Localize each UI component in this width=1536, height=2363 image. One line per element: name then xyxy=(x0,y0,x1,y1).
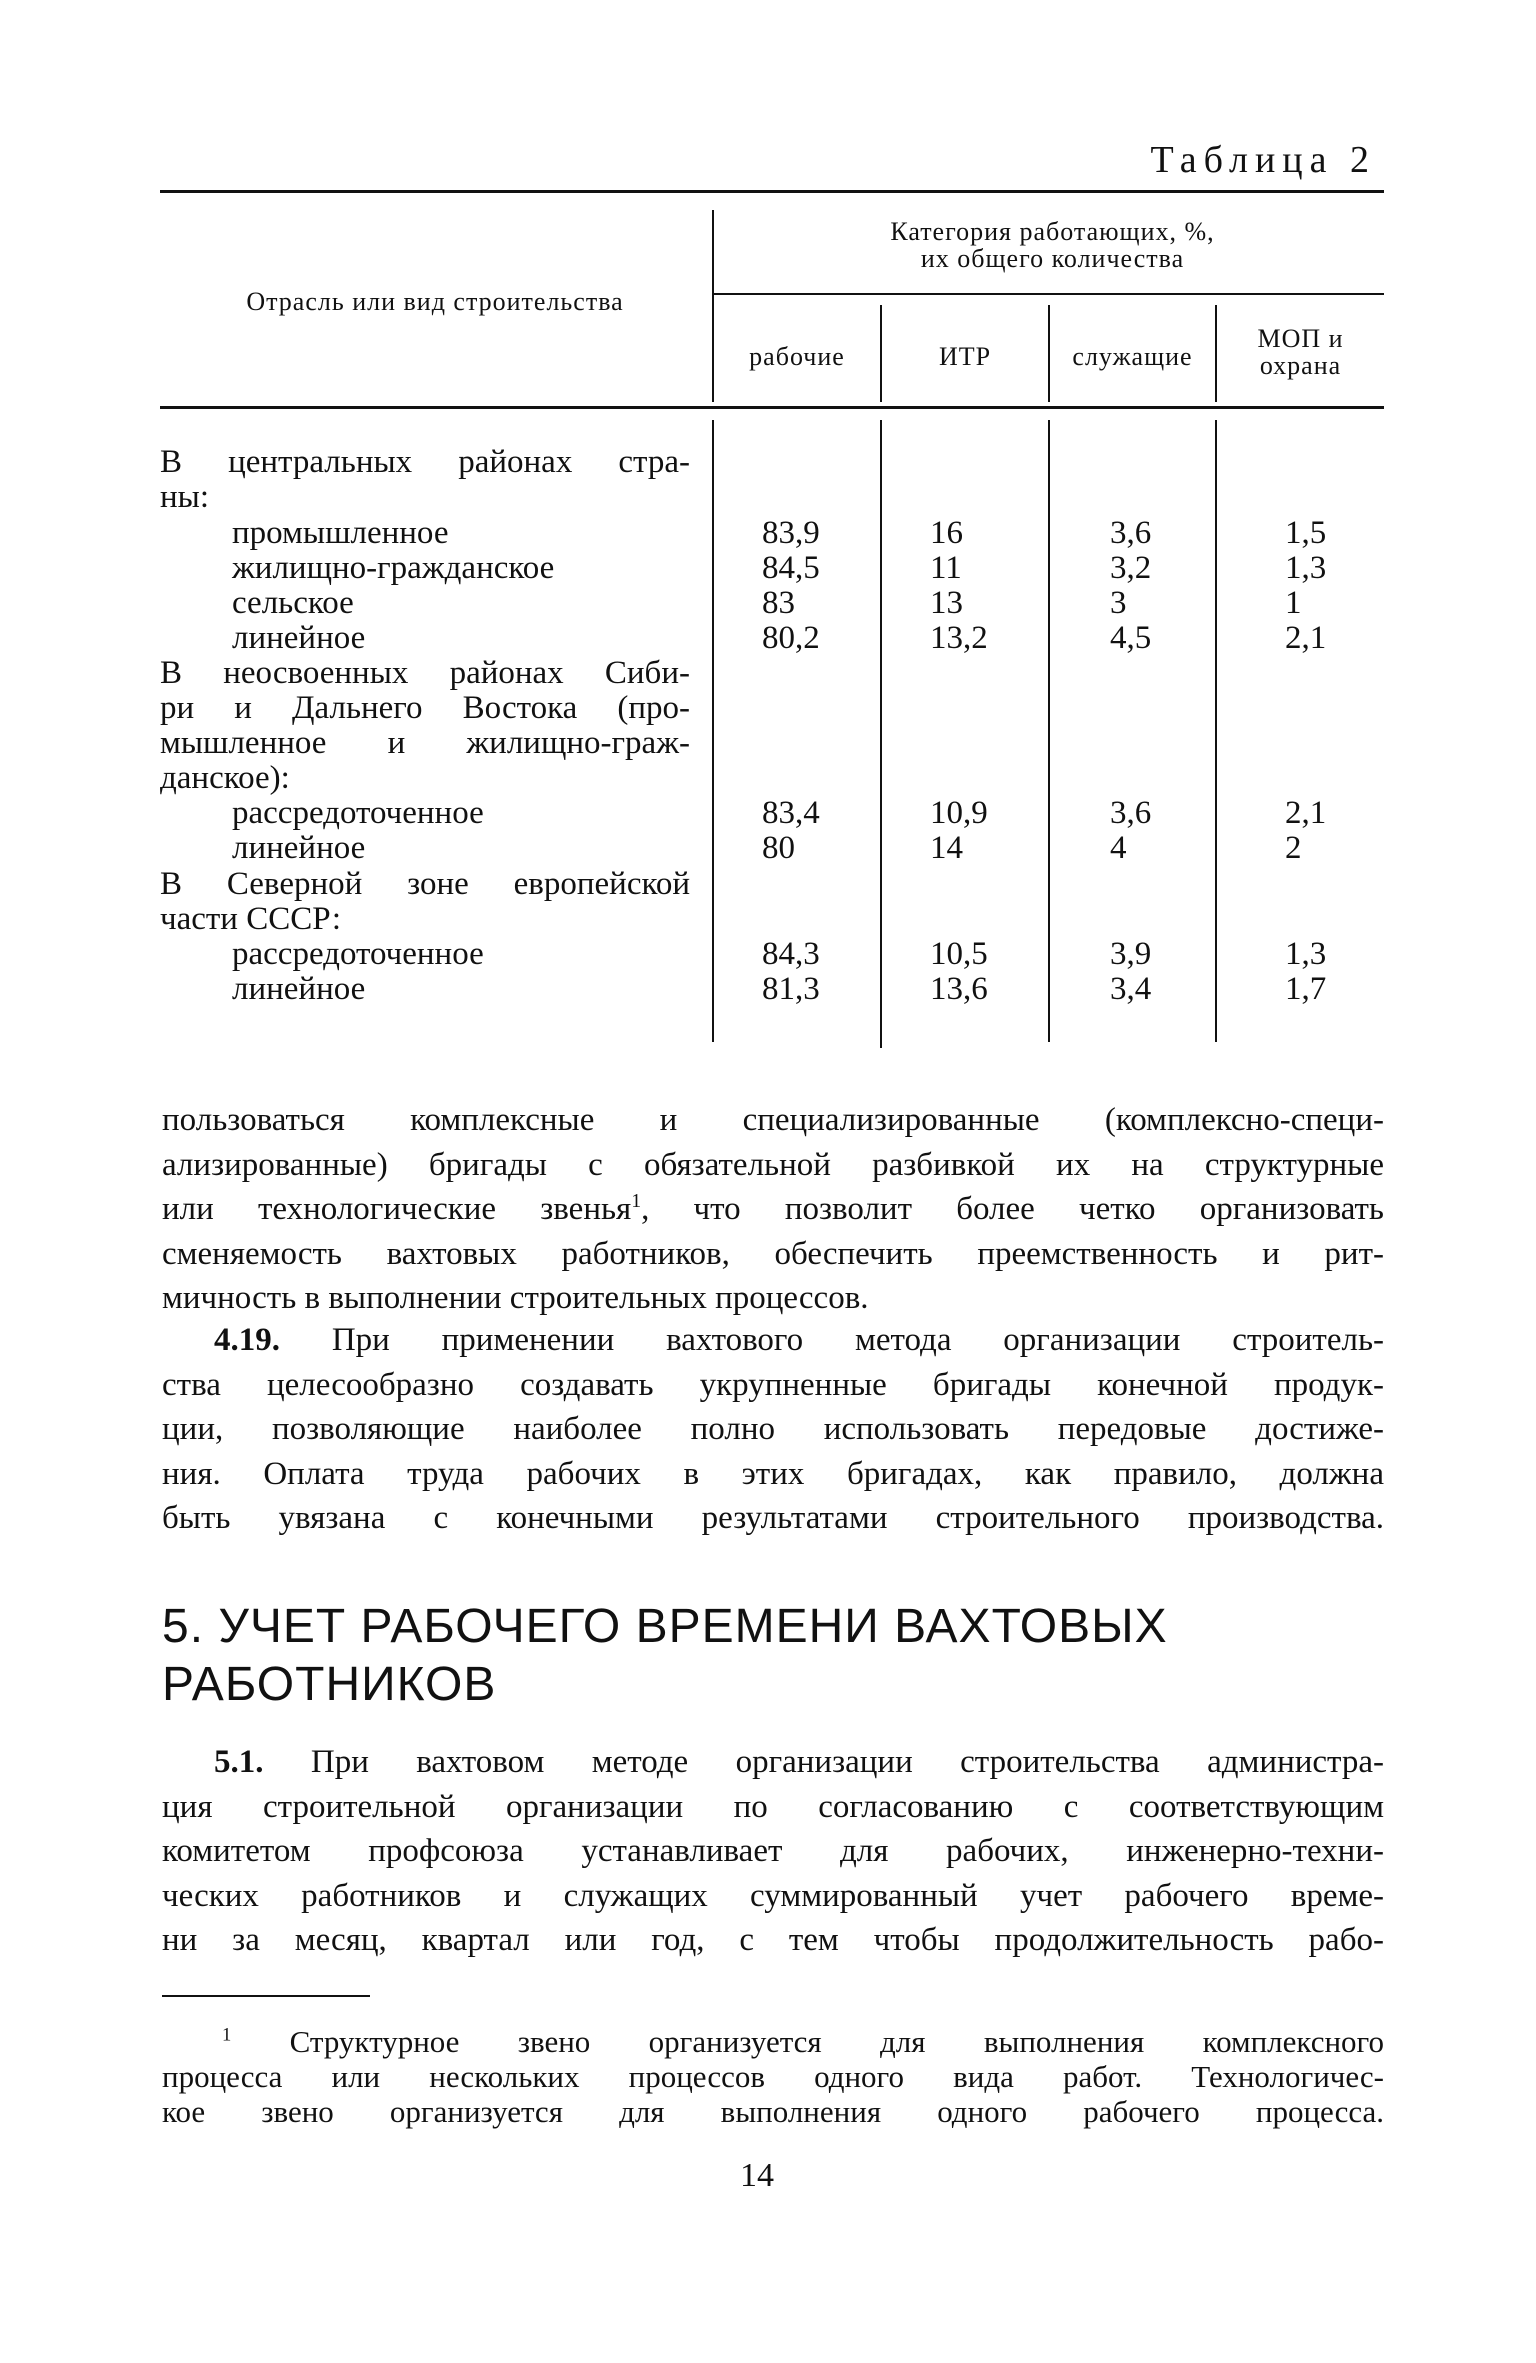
row-label: В Северной зоне европейской xyxy=(160,866,690,902)
cell-mop: 1,3 xyxy=(1285,936,1327,972)
page-number: 14 xyxy=(740,2157,774,2194)
row-label: В неосвоенных районах Сиби- xyxy=(160,655,690,691)
cell-mop: 2 xyxy=(1285,830,1302,866)
body-vline-4 xyxy=(1215,420,1217,1042)
text-line: сменяемость вахтовых работников, обеспечить преемственность и рит- xyxy=(162,1235,1384,1272)
section-title xyxy=(162,1598,1384,1714)
subheader-workers: рабочие xyxy=(749,342,845,371)
cell-mop: 1,7 xyxy=(1285,971,1327,1007)
subheader-mop-line1: МОП и xyxy=(1257,324,1344,353)
row-label: рассредоточенное xyxy=(232,936,484,972)
text-line xyxy=(162,1318,1384,1363)
footnote-ref: 1 xyxy=(631,1190,642,1212)
footnote-mark: 1 xyxy=(222,2024,232,2046)
text-line: ства целесообразно создавать укрупненные бригады конечной продук- xyxy=(162,1366,1384,1403)
row-label: ри и Дальнего Востока (про- xyxy=(160,690,690,726)
cell-itr: 11 xyxy=(930,550,962,586)
text-line: ни за месяц, квартал или год, с тем чтобы продолжительность рабо- xyxy=(162,1922,1384,1958)
header-bottom-rule xyxy=(160,406,1384,409)
cell-itr: 13,6 xyxy=(930,971,988,1007)
text-line xyxy=(162,1740,1384,1785)
cell-employees: 3,2 xyxy=(1110,550,1152,586)
row-label: данское): xyxy=(160,760,290,796)
text-fragment: , что позволит более четко организовать xyxy=(641,1191,1384,1227)
row-label: жилищно-гражданское xyxy=(232,550,555,586)
row-label: части СССР: xyxy=(160,901,342,937)
text-line xyxy=(162,1187,1384,1232)
text-fragment: или технологические звенья xyxy=(162,1191,632,1227)
row-label: линейное xyxy=(232,620,366,656)
cell-employees: 3,4 xyxy=(1110,971,1152,1007)
footnote xyxy=(162,2024,1384,2129)
text-line: ализированные) бригады с обязательной разбивкой их на структурные xyxy=(162,1146,1384,1183)
text-line: ческих работников и служащих суммированный учет рабочего време- xyxy=(162,1877,1384,1914)
text-line: ния. Оплата труда рабочих в этих бригадах, как правило, должна xyxy=(162,1455,1384,1492)
table-top-rule xyxy=(160,190,1384,193)
cell-mop: 2,1 xyxy=(1285,795,1327,831)
clause-number: 5.1. xyxy=(214,1744,264,1780)
cell-mop: 2,1 xyxy=(1285,620,1327,656)
column-header-branch: Отрасль или вид строительства xyxy=(246,287,624,316)
row-label: В центральных районах стра- xyxy=(160,444,690,480)
section-title-line: РАБОТНИКОВ xyxy=(162,1658,497,1711)
clause-number: 4.19. xyxy=(214,1322,280,1358)
cell-mop: 1,3 xyxy=(1285,550,1327,586)
subheader-employees: служащие xyxy=(1072,342,1193,371)
row-label: линейное xyxy=(232,971,366,1007)
cell-workers: 83,4 xyxy=(762,795,820,831)
text-line: ции, позволяющие наиболее полно использовать передовые достиже- xyxy=(162,1411,1384,1447)
cell-itr: 10,9 xyxy=(930,795,988,831)
cell-workers: 84,3 xyxy=(762,936,820,972)
cell-itr: 13,2 xyxy=(930,620,988,656)
cell-itr: 16 xyxy=(930,515,963,551)
cell-itr: 14 xyxy=(930,830,963,866)
footnote-separator xyxy=(162,1995,370,1997)
cell-employees: 3,9 xyxy=(1110,936,1152,972)
row-label: ны: xyxy=(160,479,210,515)
table-caption: Таблица 2 xyxy=(1150,139,1376,181)
footnote-line: процесса или нескольких процессов одного вида работ. Технологичес- xyxy=(162,2059,1384,2094)
cell-workers: 80,2 xyxy=(762,620,820,656)
text-fragment: Структурное звено организуется для выполнения комплексного xyxy=(231,2024,1384,2059)
footnote-line xyxy=(162,2024,1384,2059)
row-label: мышленное и жилищно-граж- xyxy=(160,725,690,761)
subheader-mop-line2: охрана xyxy=(1259,351,1342,380)
group-header-line2: их общего количества xyxy=(920,244,1185,273)
body-vline-1 xyxy=(712,420,714,1042)
body-vline-2 xyxy=(880,420,882,1048)
cell-workers: 81,3 xyxy=(762,971,820,1007)
cell-mop: 1,5 xyxy=(1285,515,1327,551)
paragraph-brigades xyxy=(162,1098,1384,1321)
text-line: комитетом профсоюза устанавливает для рабочих, инженерно-техни- xyxy=(162,1833,1384,1869)
text-line: ция строительной организации по согласованию с соответствующим xyxy=(162,1788,1384,1825)
text-line: пользоваться комплексные и специализированные (комплексно-специ- xyxy=(162,1102,1384,1138)
cell-itr: 10,5 xyxy=(930,936,988,972)
cell-employees: 3 xyxy=(1110,585,1127,621)
cell-employees: 4 xyxy=(1110,830,1127,866)
cell-workers: 84,5 xyxy=(762,550,820,586)
text-fragment: При вахтовом методе организации строительства администра- xyxy=(263,1744,1384,1780)
header-vline-1 xyxy=(712,210,714,402)
paragraph-5-1 xyxy=(162,1740,1384,1963)
text-line: быть увязана с конечными результатами строительного производства. xyxy=(162,1500,1384,1536)
row-label: сельское xyxy=(232,585,354,621)
group-header-rule xyxy=(712,293,1384,295)
cell-employees: 3,6 xyxy=(1110,795,1152,831)
cell-employees: 3,6 xyxy=(1110,515,1152,551)
footnote-line: кое звено организуется для выполнения одного рабочего процесса. xyxy=(162,2094,1384,2129)
cell-employees: 4,5 xyxy=(1110,620,1152,656)
subheader-itr: ИТР xyxy=(938,342,992,371)
paragraph-4-19 xyxy=(162,1318,1384,1541)
row-label: промышленное xyxy=(232,515,449,551)
section-title-line: 5. УЧЕТ РАБОЧЕГО ВРЕМЕНИ ВАХТОВЫХ xyxy=(162,1600,1168,1653)
cell-workers: 83,9 xyxy=(762,515,820,551)
group-header-line1: Категория работающих, %, xyxy=(890,217,1215,246)
body-vline-3 xyxy=(1048,420,1050,1042)
row-label: линейное xyxy=(232,830,366,866)
text-fragment: При применении вахтового метода организации строитель- xyxy=(280,1322,1384,1358)
cell-mop: 1 xyxy=(1285,585,1302,621)
row-label: рассредоточенное xyxy=(232,795,484,831)
cell-workers: 80 xyxy=(762,830,795,866)
text-line: мичность в выполнении строительных процессов. xyxy=(162,1280,869,1316)
cell-workers: 83 xyxy=(762,585,795,621)
cell-itr: 13 xyxy=(930,585,963,621)
